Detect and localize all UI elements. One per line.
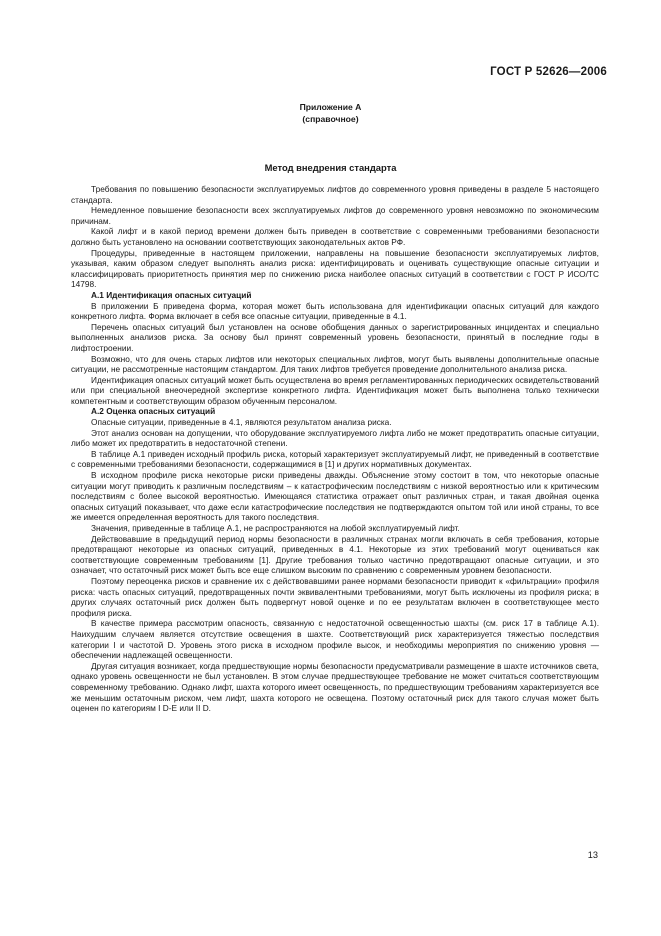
paragraph: Поэтому переоценка рисков и сравнение их с действовавшими ранее нормами безопасности приводит к «фильтрации» профиля риска: часть опасных ситуаций, предотвращенных почти эквивалентными требованиями, могут быть исключены из профиля риска; в других случаях остаточный риск должен быть подвергнут новой оценке и по ее результатам включен в соответствующее место профиля риска. <box>71 575 599 618</box>
document-body <box>71 184 599 714</box>
paragraph: Значения, приведенные в таблице А.1, не распространяются на любой эксплуатируемый лифт. <box>91 523 460 533</box>
paragraph: В исходном профиле риска некоторые риски приведены дважды. Объяснение этому состоит в том, что некоторые опасные ситуации могут приводить к различным последствиям – к катастрофическим последствиям с низкой вероятностью или к критическим последствиям с более высокой вероятностью. Имеющаяся статистика отражает опыт различных стран, и такая двойная оценка опасных ситуаций показывает, что даже если катастрофические последствия не подтверждаются опытом той или иной страны, то все же имеется определенная вероятность для такого последствия. <box>71 470 599 523</box>
paragraph: Опасные ситуации, приведенные в 4.1, являются результатом анализа риска. <box>91 417 392 428</box>
paragraph: Этот анализ основан на допущении, что оборудование эксплуатируемого лифта либо не может предотвратить опасные ситуации, либо может их предотвратить в недостаточной степени. <box>71 427 599 449</box>
paragraph: Какой лифт и в какой период времени должен быть приведен в соответствие с современными требованиями безопасности должно быть установлено на основании соответствующих законодательных актов РФ. <box>71 226 599 247</box>
paragraph: Немедленное повышение безопасности всех эксплуатируемых лифтов до современного уровня невозможно по экономическим причинам. <box>71 205 599 226</box>
paragraph: В приложении Б приведена форма, которая может быть использована для идентификации опасных ситуаций для каждого конкретного лифта. Форма включает в себя все опасные ситуации, приведенные в 4.1. <box>71 300 599 322</box>
paragraph: Требования по повышению безопасности эксплуатируемых лифтов до современного уровня приведены в разделе 5 настоящего стандарта. <box>71 184 599 205</box>
paragraph: Действовавшие в предыдущий период нормы безопасности в различных странах могли включать в себя требования, которые предотвращают некоторые из опасных ситуаций, приведенных в 4.1. Некоторые из этих требований могут оцениваться как соответствующие современным требованиям [1]. Другие требования только частично предотвращают опасные ситуации, и это означает, что остаточный риск может быть все еще слишком высоким по сравнению с современным уровнем безопасности. <box>71 533 599 576</box>
paragraph: Процедуры, приведенные в настоящем приложении, направлены на повышение безопасности эксплуатируемых лифтов, указывая, каким образом следует выполнять анализ риска: идентифицировать и оценивать существующие опасные ситуации и классифицировать приоритетность принятия мер по снижению риска наиболее опасных ситуаций в соответствии с ГОСТ Р ИСО/ТС 14798. <box>71 247 599 290</box>
paragraph: Перечень опасных ситуаций был установлен на основе обобщения данных о зарегистрированных инцидентах и специально выполненных анализов риска. За основу был принят современный уровень безопасности, принятый в последние годы в лифтостроении. <box>71 321 599 353</box>
paragraph: Возможно, что для очень старых лифтов или некоторых специальных лифтов, могут быть выявлены дополнительные опасные ситуации, не рассмотренные настоящим стандартом. Для таких лифтов требуется проведение дополнительного анализа риска. <box>71 353 599 375</box>
page-number: 13 <box>587 850 598 860</box>
paragraph: Идентификация опасных ситуаций может быть осуществлена во время регламентированных периодических освидетельствований или при специальной внеочередной экспертизе конкретного лифта. Идентификация может быть выполнена только технически компетентным и соответствующим образом обученным персоналом. <box>71 374 599 406</box>
annex-title: Приложение А <box>299 102 362 112</box>
paragraph: В качестве примера рассмотрим опасность, связанную с недостаточной освещенностью шахты (см. риск 17 в таблице А.1). Наихудшим случаем является отсутствие освещения в шахте. Соответствующий риск характеризуется тяжестью последствия категории I и частотой D. Уровень этого риска в исходном профиле высок, и необходимы мероприятия по снижению уровня — обеспечении надлежащей освещенности. <box>71 618 599 661</box>
standard-number: ГОСТ Р 52626—2006 <box>490 66 607 78</box>
subsection-heading: А.1 Идентификация опасных ситуаций <box>91 289 252 300</box>
paragraph: В таблице А.1 приведен исходный профиль риска, который характеризует эксплуатируемый лифт, не приведенный в соответствие с современными требованиями безопасности, содержащимися в [1] и других нормативных документах. <box>71 448 599 470</box>
paragraph: Другая ситуация возникает, когда предшествующие нормы безопасности предусматривали размещение в шахте источников света, однако уровень освещенности не был установлен. В этом случае предшествующее требование не может считаться соответствующим современному требованию. Однако лифт, шахта которого имеет освещенность, по предшествующим требованиям характеризуется все же меньшим остаточным риском, чем лифт, шахта которого не освещена. Поэтому остаточный риск для такого случая может быть оценен по категориям I D-E или II D. <box>71 660 599 714</box>
annex-subtitle: (справочное) <box>302 114 359 124</box>
section-title: Метод внедрения стандарта <box>264 162 397 173</box>
subsection-heading: А.2 Оценка опасных ситуаций <box>91 406 216 417</box>
